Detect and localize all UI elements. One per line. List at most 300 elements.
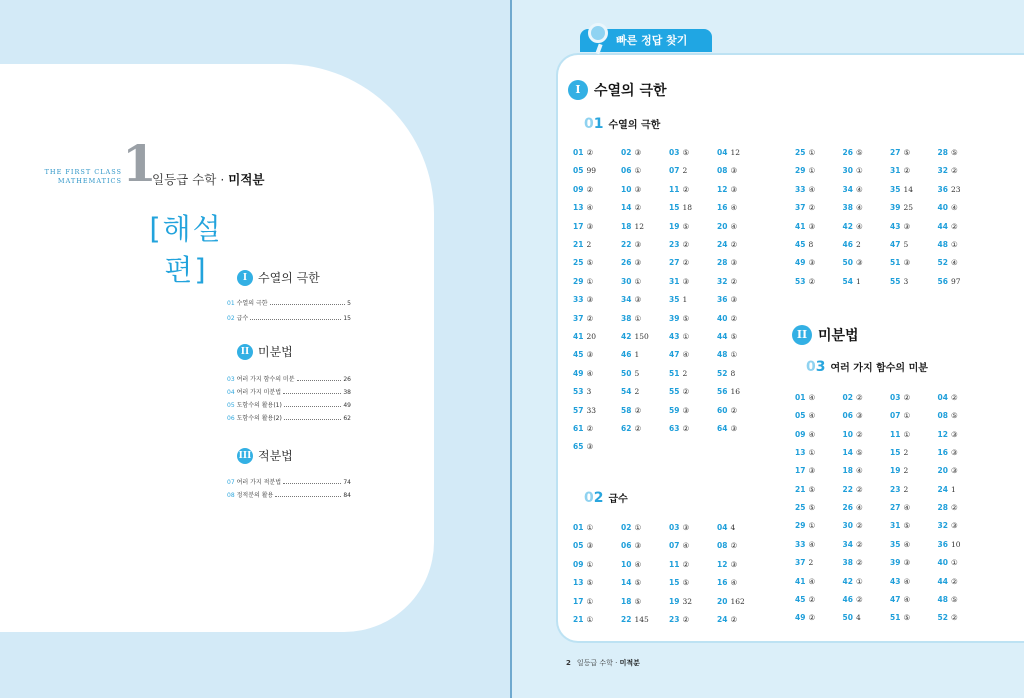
solutions-heading: [해설편] (149, 212, 223, 287)
toc-part-title: 수열의 극한 (258, 271, 320, 285)
question-number: 38 (842, 203, 853, 213)
question-number: 27 (669, 258, 680, 268)
answer-value: ④ (855, 221, 863, 231)
answer-value: ② (586, 148, 594, 157)
answer-value: ③ (808, 258, 816, 268)
roman-numeral-badge: II (792, 325, 812, 345)
question-number: 27 (890, 503, 901, 513)
answer-item (843, 613, 861, 622)
answer-value: ⑤ (903, 148, 911, 157)
answer-value: ③ (855, 411, 863, 421)
question-number: 44 (937, 221, 948, 231)
answer-value: ② (903, 166, 911, 176)
toc-part-3[interactable] (237, 447, 293, 464)
answer-value: 2 (586, 240, 592, 249)
question-number: 23 (669, 240, 680, 249)
toc-item-06[interactable] (227, 413, 351, 422)
toc-item-label: 정적분의 활용 (236, 492, 274, 499)
answer-item (795, 558, 813, 567)
question-number: 21 (795, 484, 806, 494)
footer-title: 일등급 수학 · (576, 659, 620, 667)
book-title (152, 170, 265, 188)
answer-value: ② (855, 393, 863, 402)
brand-mark (42, 168, 122, 186)
question-number: 38 (621, 313, 632, 323)
question-number: 18 (621, 221, 632, 231)
answer-value: ⑤ (682, 148, 690, 157)
answer-value: 2 (903, 448, 909, 458)
answer-item (890, 203, 913, 212)
answer-value: ⑤ (950, 411, 958, 421)
question-number: 25 (795, 503, 806, 513)
question-number: 22 (842, 484, 853, 494)
question-number: 18 (621, 596, 632, 606)
answer-item (669, 597, 692, 606)
question-number: 39 (890, 558, 901, 568)
answer-item (795, 613, 815, 622)
question-number: 25 (573, 258, 584, 268)
answer-item (621, 222, 644, 231)
question-number: 56 (937, 276, 948, 286)
answer-value: ② (682, 184, 690, 194)
answer-value: ② (586, 313, 594, 323)
question-number: 65 (573, 442, 584, 452)
answer-item (669, 424, 689, 433)
answer-item (717, 148, 740, 157)
question-number: 13 (795, 448, 806, 458)
section-title: 여러 가지 함수의 미분 (830, 363, 928, 374)
question-number: 20 (937, 466, 948, 476)
answer-value: ① (808, 448, 816, 458)
question-number: 51 (890, 258, 901, 268)
brand-line-2: MATHEMATICS (57, 177, 122, 185)
question-number: 14 (621, 203, 632, 213)
quick-answer-label: 빠른 정답 찾기 (616, 34, 688, 47)
answer-item (669, 203, 692, 212)
question-number: 51 (669, 368, 680, 378)
answer-value: ③ (586, 541, 594, 551)
answer-value: ② (950, 576, 958, 586)
answer-item (890, 185, 913, 194)
answer-value: ② (682, 559, 690, 569)
toc-item-label: 여러 가지 함수의 미분 (236, 376, 295, 383)
question-number: 26 (842, 148, 853, 157)
answer-item (621, 185, 641, 194)
question-number: 40 (717, 313, 728, 323)
question-number: 43 (890, 221, 901, 231)
answer-value: ② (855, 429, 863, 439)
question-number: 08 (717, 166, 728, 176)
answer-value: ① (808, 166, 816, 176)
answer-value: ① (730, 350, 738, 360)
answer-item (669, 166, 687, 175)
answer-value: ③ (730, 295, 738, 305)
answer-value: ② (730, 240, 738, 249)
toc-item-number: 04 (227, 389, 235, 396)
question-number: 16 (717, 578, 728, 588)
answer-value: ⑤ (855, 148, 863, 157)
question-number: 57 (573, 405, 584, 415)
answer-value: ④ (682, 541, 690, 551)
answer-item (717, 578, 737, 587)
question-number: 24 (717, 615, 728, 624)
question-number: 04 (717, 148, 728, 157)
answer-item (669, 387, 689, 396)
answer-item (573, 615, 593, 624)
answer-item (669, 148, 689, 157)
answer-value: ③ (903, 558, 911, 568)
question-number: 32 (937, 521, 948, 531)
question-number: 43 (669, 332, 680, 341)
answer-item (843, 203, 863, 212)
answer-item (717, 258, 737, 267)
answer-item (938, 577, 958, 586)
answer-item (573, 203, 593, 212)
question-number: 63 (669, 424, 680, 433)
question-number: 15 (890, 448, 901, 458)
answer-value: 32 (682, 596, 692, 606)
question-number: 01 (573, 523, 584, 532)
answer-value: ⑤ (950, 148, 958, 157)
answer-item (669, 277, 689, 286)
answer-item (890, 222, 910, 231)
answer-value: ① (634, 166, 642, 176)
toc-item-number: 08 (227, 492, 235, 499)
answer-item (795, 521, 815, 530)
answer-item (573, 258, 593, 267)
question-number: 25 (795, 148, 806, 157)
answer-item (795, 448, 815, 457)
answer-value: ② (586, 184, 594, 194)
answer-item (621, 523, 641, 532)
answer-item (843, 222, 863, 231)
toc-item-page: 38 (343, 389, 351, 396)
answer-item (621, 148, 641, 157)
answer-item (938, 503, 958, 512)
answer-value: ④ (903, 594, 911, 604)
answer-value: 99 (586, 166, 596, 176)
answer-item (843, 558, 863, 567)
answer-item (573, 523, 593, 532)
answer-item (938, 411, 958, 420)
answer-value: 1 (634, 350, 640, 360)
question-number: 08 (717, 541, 728, 551)
answer-item (843, 503, 863, 512)
answer-item (938, 595, 958, 604)
answer-item (890, 595, 910, 604)
answer-value: 20 (586, 332, 596, 341)
question-number: 06 (842, 411, 853, 421)
answer-value: ② (730, 541, 738, 551)
answer-value: ⑤ (950, 594, 958, 604)
question-number: 46 (842, 594, 853, 604)
toc-part-1[interactable] (237, 269, 320, 286)
answer-item (717, 406, 737, 415)
question-number: 31 (669, 276, 680, 286)
answer-value: 1 (950, 484, 956, 494)
answer-item (669, 350, 689, 359)
answer-value: ② (730, 405, 738, 415)
answer-item (621, 314, 641, 323)
answer-item (573, 166, 596, 175)
question-number: 29 (795, 166, 806, 176)
roman-numeral-badge: I (568, 80, 588, 100)
book-title-main: 일등급 수학 · (152, 172, 229, 187)
answer-item (669, 615, 689, 624)
answer-value: ① (950, 558, 958, 568)
answer-value: 12 (730, 148, 740, 157)
answer-item (717, 332, 737, 341)
question-number: 17 (573, 596, 584, 606)
question-number: 47 (890, 594, 901, 604)
question-number: 21 (573, 615, 584, 624)
answer-item (795, 485, 815, 494)
answer-value: 14 (903, 184, 913, 194)
toc-item-page: 49 (343, 402, 351, 409)
answer-item (621, 295, 641, 304)
answer-item (717, 387, 740, 396)
answer-item (890, 485, 908, 494)
toc-item-02[interactable] (227, 313, 351, 322)
answer-item (938, 448, 958, 457)
answer-item (669, 258, 689, 267)
question-number: 16 (937, 448, 948, 458)
question-number: 21 (573, 240, 584, 249)
question-number: 19 (669, 221, 680, 231)
answer-value: 33 (586, 405, 596, 415)
answer-value: ② (950, 221, 958, 231)
answer-value: ④ (855, 466, 863, 476)
answer-value: ④ (855, 184, 863, 194)
answer-item (573, 369, 593, 378)
answer-item (621, 369, 639, 378)
question-number: 01 (573, 148, 584, 157)
question-number: 28 (937, 503, 948, 513)
quick-answer-tab (580, 29, 712, 52)
footer-title-bold: 미적분 (619, 659, 640, 667)
question-number: 48 (717, 350, 728, 360)
section-number-digit: 2 (593, 490, 604, 506)
answer-value: ① (808, 148, 816, 157)
toc-item-label: 수열의 극한 (236, 300, 268, 307)
answer-item (573, 442, 593, 451)
answer-item (843, 258, 863, 267)
question-number: 37 (795, 203, 806, 213)
answer-value: 8 (808, 240, 814, 249)
answer-item (795, 203, 815, 212)
toc-item-07[interactable] (227, 477, 351, 486)
answer-value: ③ (950, 429, 958, 439)
answer-value: 1 (855, 276, 861, 286)
roman-numeral-badge: III (237, 448, 253, 464)
answer-value: ② (808, 594, 816, 604)
question-number: 26 (842, 503, 853, 513)
question-number: 13 (573, 203, 584, 213)
answer-value: ③ (950, 521, 958, 531)
answer-item (843, 430, 863, 439)
question-number: 55 (669, 387, 680, 397)
answer-item (669, 185, 689, 194)
toc-item-number: 05 (227, 402, 235, 409)
answer-value: ① (682, 332, 690, 341)
answer-value: ④ (950, 258, 958, 268)
question-number: 29 (795, 521, 806, 531)
question-number: 30 (842, 166, 853, 176)
question-number: 06 (621, 166, 632, 176)
answer-item (795, 185, 815, 194)
answer-item (938, 203, 958, 212)
question-number: 35 (890, 184, 901, 194)
answer-value: ② (855, 594, 863, 604)
answer-value: ③ (730, 184, 738, 194)
question-number: 29 (573, 276, 584, 286)
section-03-heading (806, 359, 928, 375)
question-number: 41 (795, 221, 806, 231)
answer-item (669, 541, 689, 550)
question-number: 22 (621, 240, 632, 249)
answer-item (890, 521, 910, 530)
answer-value: ③ (903, 258, 911, 268)
toc-item-03[interactable] (227, 374, 351, 383)
section-number-zero: 0 (806, 359, 816, 375)
toc-part-title: 적분법 (258, 449, 293, 463)
question-number: 58 (621, 405, 632, 415)
answer-item (621, 258, 641, 267)
question-number: 47 (669, 350, 680, 360)
toc-item-05[interactable] (227, 400, 351, 409)
answer-item (621, 277, 641, 286)
answer-value: ⑤ (903, 521, 911, 531)
answer-card (556, 53, 1024, 643)
question-number: 07 (890, 411, 901, 421)
answer-item (573, 560, 593, 569)
book-title-bold: 미적분 (228, 172, 265, 187)
answer-value: 162 (730, 596, 745, 606)
question-number: 23 (890, 484, 901, 494)
answer-value: ① (855, 576, 863, 586)
section-number (584, 116, 604, 132)
question-number: 19 (890, 466, 901, 476)
answer-value: ④ (855, 503, 863, 513)
toc-item-08[interactable] (227, 490, 351, 499)
question-number: 05 (573, 541, 584, 551)
question-number: 30 (621, 276, 632, 286)
toc-item-page: 15 (343, 315, 351, 322)
answer-value: ② (634, 424, 642, 433)
question-number: 32 (717, 276, 728, 286)
question-number: 39 (890, 203, 901, 213)
toc-item-page: 5 (347, 300, 351, 307)
part-title: 수열의 극한 (594, 83, 667, 99)
question-number: 09 (573, 184, 584, 194)
answer-item (717, 240, 737, 249)
answer-item (843, 411, 863, 420)
toc-item-01[interactable] (227, 298, 351, 307)
leader-dots (283, 393, 341, 394)
question-number: 33 (795, 184, 806, 194)
answer-value: ② (730, 276, 738, 286)
question-number: 62 (621, 424, 632, 433)
question-number: 31 (890, 166, 901, 176)
answer-item (890, 166, 910, 175)
question-number: 09 (573, 559, 584, 569)
answer-value: ④ (682, 350, 690, 360)
answer-value: 3 (903, 276, 909, 286)
question-number: 51 (890, 613, 901, 623)
answer-item (621, 541, 641, 550)
page-footer (566, 658, 640, 668)
leader-dots (270, 304, 346, 305)
answer-value: ① (634, 276, 642, 286)
toc-item-04[interactable] (227, 387, 351, 396)
answer-item (795, 222, 815, 231)
question-number: 41 (795, 576, 806, 586)
question-number: 46 (842, 240, 853, 249)
answer-item (573, 424, 593, 433)
question-number: 47 (890, 240, 901, 249)
answer-item (717, 369, 735, 378)
answer-value: ③ (730, 166, 738, 176)
question-number: 37 (795, 558, 806, 568)
answer-value: ② (730, 615, 738, 624)
part-title: 미분법 (818, 328, 859, 344)
question-number: 08 (937, 411, 948, 421)
answer-value: ④ (808, 184, 816, 194)
toc-part-2[interactable] (237, 343, 293, 360)
answer-item (717, 203, 737, 212)
answer-value: 2 (903, 484, 909, 494)
question-number: 13 (573, 578, 584, 588)
answer-value: ① (634, 523, 642, 532)
section-number-zero: 0 (584, 116, 594, 132)
answer-value: ② (903, 393, 911, 402)
question-number: 48 (937, 240, 948, 249)
question-number: 44 (717, 332, 728, 341)
answer-item (795, 503, 815, 512)
answer-value: ④ (808, 539, 816, 549)
answer-value: ③ (634, 295, 642, 305)
answer-value: ⑤ (586, 578, 594, 588)
question-number: 36 (937, 539, 948, 549)
toc-item-number: 06 (227, 415, 235, 422)
answer-value: ④ (855, 203, 863, 213)
question-number: 34 (621, 295, 632, 305)
answer-value: ① (634, 313, 642, 323)
answer-value: ② (682, 424, 690, 433)
section-01-heading (584, 116, 660, 132)
question-number: 07 (669, 541, 680, 551)
answer-value: ② (682, 615, 690, 624)
question-number: 02 (842, 393, 853, 402)
answer-item (621, 240, 641, 249)
answer-value: ⑤ (730, 332, 738, 341)
question-number: 04 (937, 393, 948, 402)
answer-item (669, 332, 689, 341)
answer-item (621, 406, 641, 415)
question-number: 36 (937, 184, 948, 194)
answer-value: ② (808, 613, 816, 623)
answer-value: ③ (586, 221, 594, 231)
answer-item (669, 369, 687, 378)
answer-item (795, 240, 813, 249)
answer-value: ③ (730, 258, 738, 268)
question-number: 42 (842, 221, 853, 231)
question-number: 11 (669, 559, 680, 569)
question-number: 45 (573, 350, 584, 360)
answer-item (573, 185, 593, 194)
answer-item (621, 387, 639, 396)
answer-item (843, 393, 863, 402)
